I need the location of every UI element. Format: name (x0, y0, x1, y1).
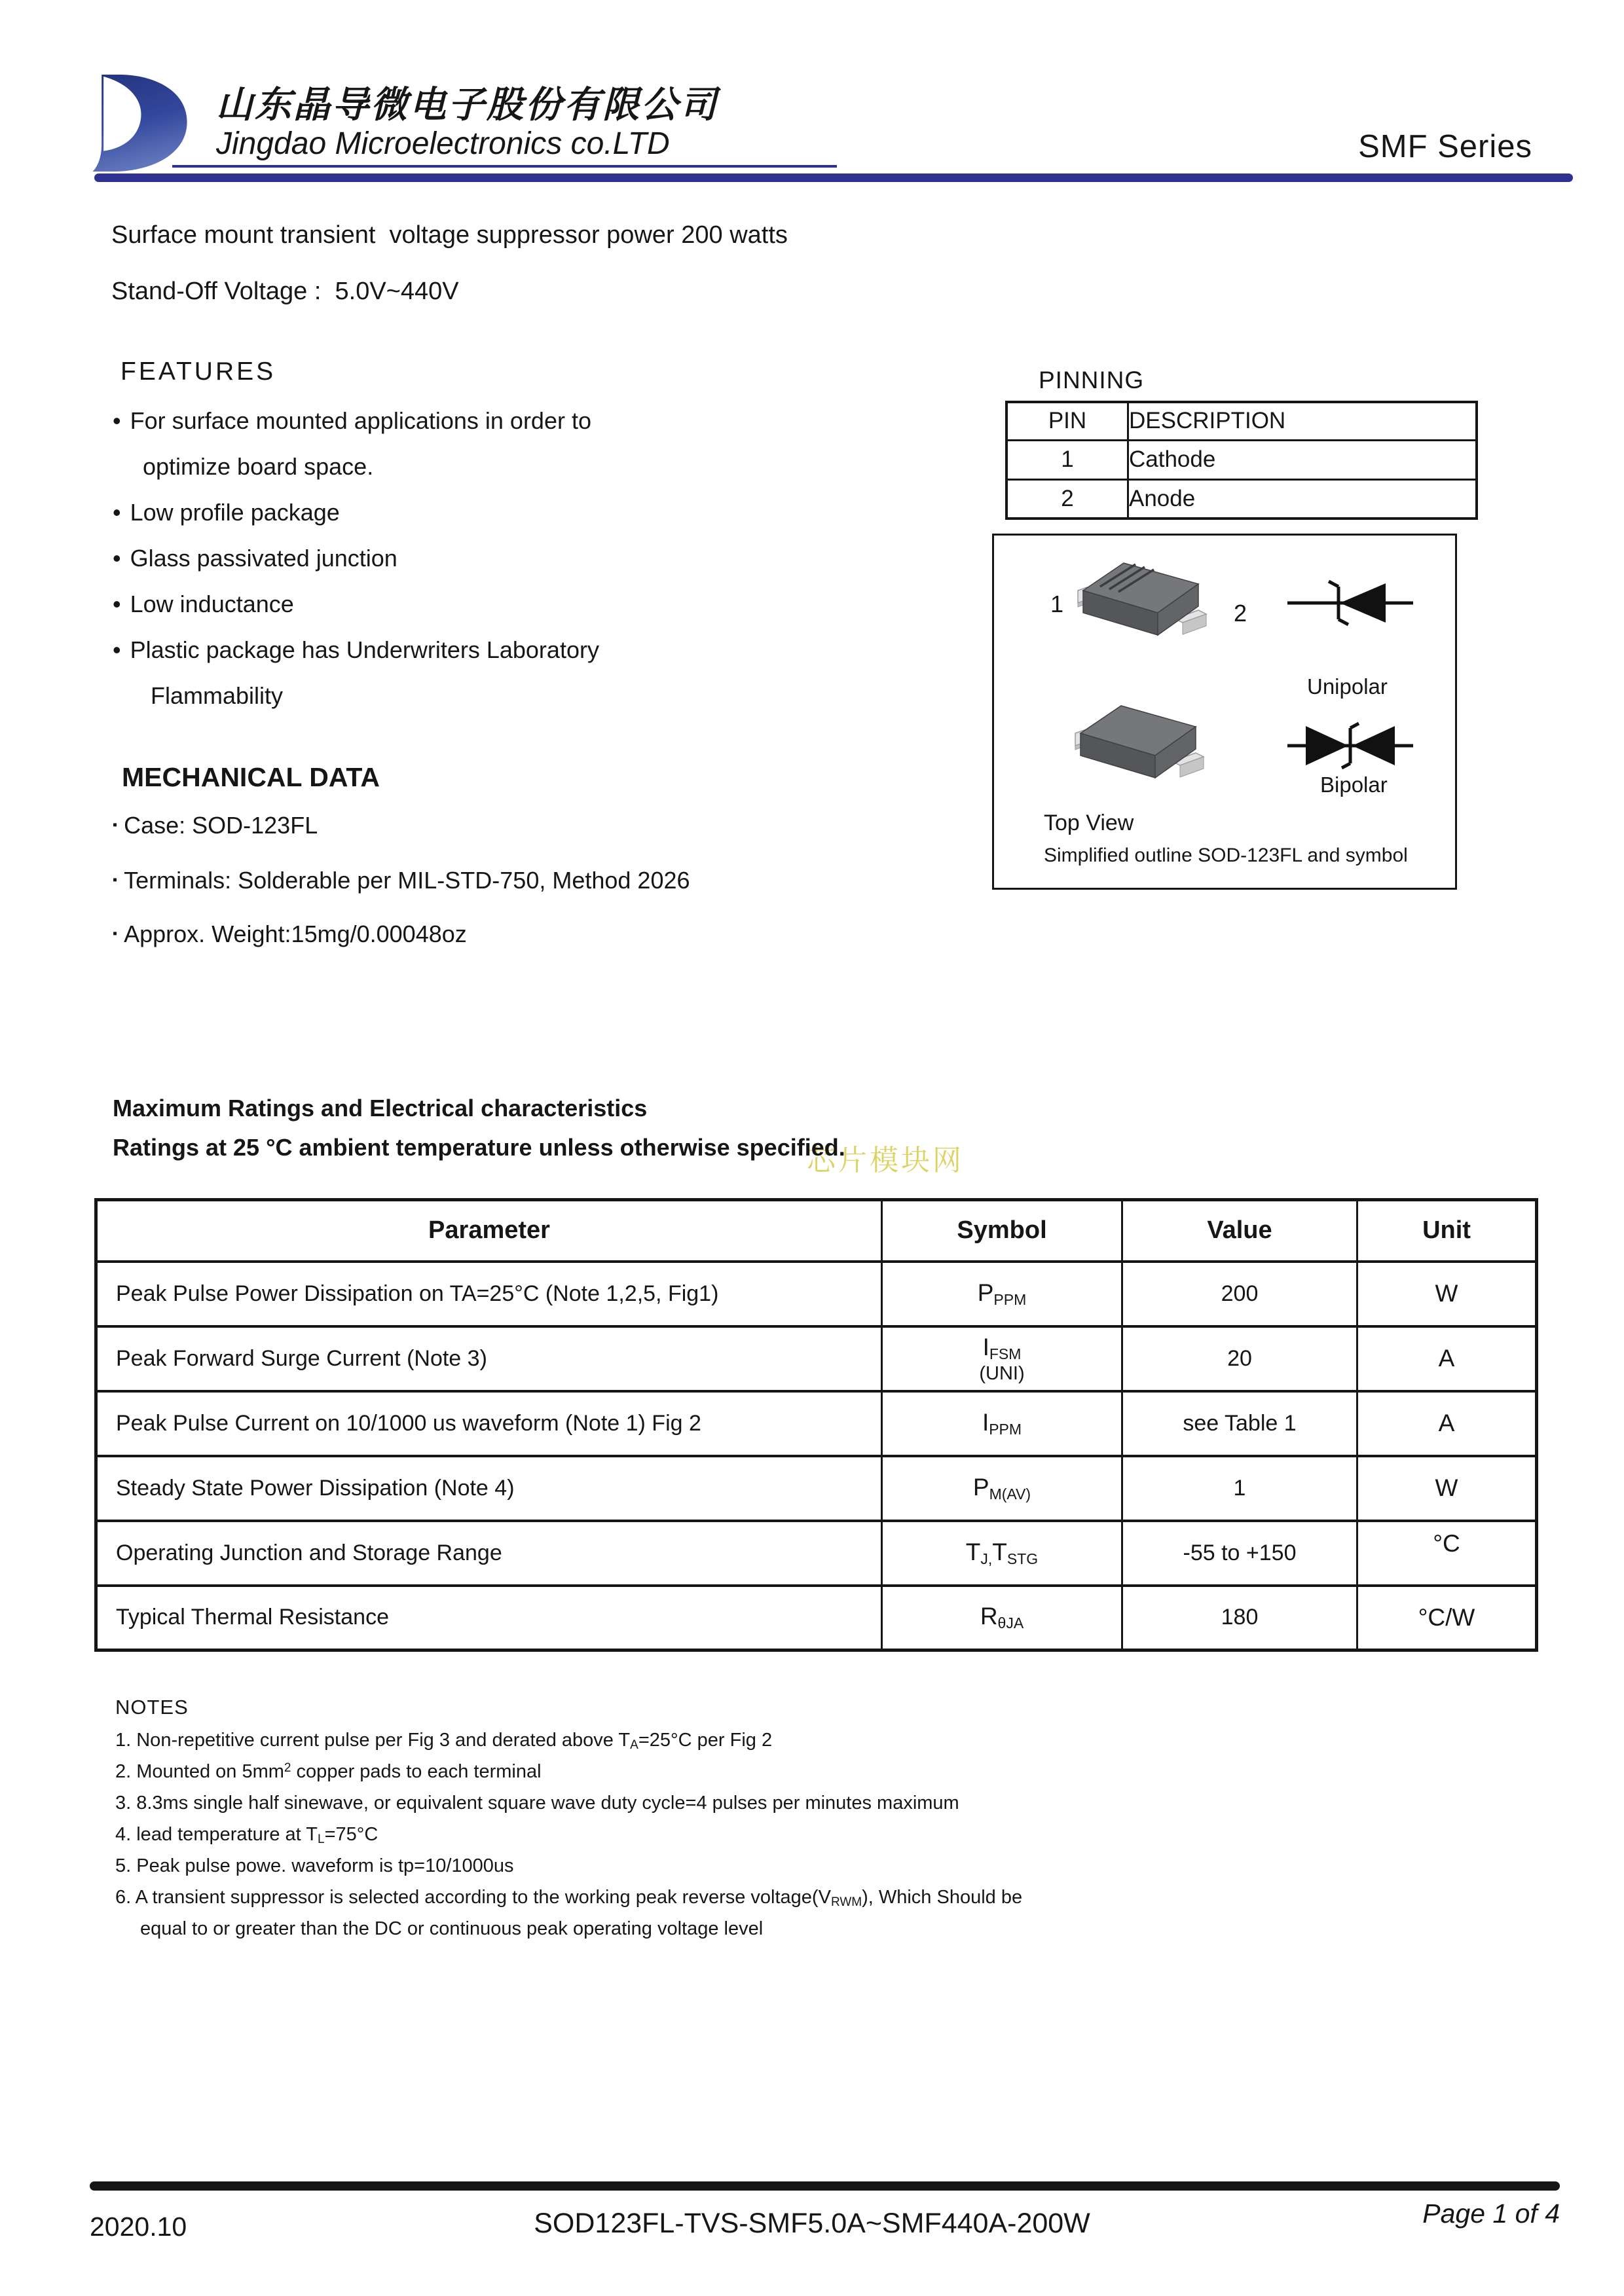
sod123fl-package-top-view (1074, 701, 1206, 788)
feature-item (113, 545, 397, 572)
unipolar-diode-symbol-icon (1287, 579, 1413, 630)
unit-cell: A (1357, 1326, 1537, 1391)
footer-part-number: SOD123FL-TVS-SMF5.0A~SMF440A-200W (534, 2208, 1090, 2239)
note-item (115, 1887, 1022, 1910)
standoff-voltage: Stand-Off Voltage : 5.0V~440V (111, 278, 459, 305)
note-superscript: 2 (284, 1761, 291, 1775)
table-row (96, 1391, 1537, 1456)
unit-column-header: Unit (1357, 1200, 1537, 1262)
bipolar-label: Bipolar (1320, 773, 1388, 797)
note-item (115, 1761, 542, 1783)
header-underline (172, 165, 837, 168)
symbol-cell (882, 1456, 1122, 1521)
company-name-chinese: 山东晶导微电子股份有限公司 (216, 84, 718, 125)
feature-text: Glass passivated junction (130, 545, 397, 572)
symbol-base: P (972, 1473, 989, 1501)
symbol-cell (882, 1521, 1122, 1586)
note-text: 4. lead temperature at T (115, 1824, 318, 1845)
mechanical-item (113, 812, 318, 839)
note-item: 5. Peak pulse powe. waveform is tp=10/1000us (115, 1855, 514, 1876)
symbol-cell (882, 1326, 1122, 1391)
value-cell: 1 (1122, 1456, 1357, 1521)
company-name-english: Jingdao Microelectronics co.LTD (216, 126, 670, 161)
footer-page-number: Page 1 of 4 (1422, 2198, 1560, 2229)
bipolar-diode-symbol-icon (1287, 721, 1413, 773)
mechanical-text: Approx. Weight:15mg/0.00048oz (124, 920, 467, 947)
sod123fl-package-top-view (1077, 558, 1209, 645)
note-text: 6. A transient suppressor is selected according to the working peak reverse voltage(V (115, 1887, 831, 1908)
ratings-table (94, 1198, 1538, 1652)
symbol-subscript: FSM (989, 1345, 1022, 1362)
parameter-cell: Peak Pulse Power Dissipation on TA=25°C (Note 1,2,5, Fig1) (96, 1262, 882, 1326)
pin1-label: 1 (1050, 591, 1064, 617)
symbol-column-header: Symbol (882, 1200, 1122, 1262)
symbol-subscript: J, (980, 1550, 993, 1567)
note-subscript: A (630, 1738, 638, 1752)
parameter-cell: Steady State Power Dissipation (Note 4) (96, 1456, 882, 1521)
pinning-table (1005, 401, 1478, 520)
note-text: copper pads to each terminal (291, 1761, 542, 1782)
note-text: ), Which Should be (862, 1887, 1023, 1908)
unit-cell: °C (1357, 1521, 1537, 1586)
description-column-header: DESCRIPTION (1128, 402, 1477, 440)
note-item-continued: equal to or greater than the DC or continuous peak operating voltage level (140, 1918, 764, 1939)
symbol-subscript: PPM (989, 1420, 1022, 1438)
mechanical-text: Terminals: Solderable per MIL-STD-750, Method 2026 (124, 867, 690, 894)
bullet-icon: • (113, 591, 121, 617)
note-item (115, 1824, 378, 1847)
feature-text: Plastic package has Underwriters Laboratory (130, 636, 599, 663)
symbol-subscript: PPM (993, 1290, 1027, 1308)
figure-caption-outline: Simplified outline SOD-123FL and symbol (1044, 845, 1408, 866)
parameter-cell: Peak Pulse Current on 10/1000 us waveform (Note 1) Fig 2 (96, 1391, 882, 1456)
symbol-base: P (977, 1279, 994, 1306)
parameter-cell: Operating Junction and Storage Range (96, 1521, 882, 1586)
note-subscript: L (317, 1832, 325, 1846)
table-row (96, 1586, 1537, 1650)
table-row (96, 1326, 1537, 1391)
bullet-icon: • (113, 499, 121, 526)
watermark-text: 芯片模块网 (807, 1144, 964, 1176)
table-row (1006, 440, 1477, 479)
parameter-cell: Typical Thermal Resistance (96, 1586, 882, 1650)
note-item (115, 1730, 772, 1753)
pinning-heading: PINNING (1039, 367, 1145, 393)
note-text: 2. Mounted on 5mm (115, 1761, 284, 1782)
feature-text: Low profile package (130, 499, 340, 526)
mechanical-data-heading: MECHANICAL DATA (122, 762, 380, 792)
symbol-base: I (982, 1334, 989, 1360)
value-cell: -55 to +150 (1122, 1521, 1357, 1586)
symbol-base: T (965, 1538, 981, 1565)
ratings-heading: Maximum Ratings and Electrical characteristics (113, 1095, 648, 1121)
symbol-cell (882, 1586, 1122, 1650)
note-text: =75°C (324, 1824, 378, 1845)
feature-item-continued: Flammability (151, 682, 284, 709)
pin-number: 2 (1006, 479, 1128, 519)
value-cell: 20 (1122, 1326, 1357, 1391)
square-bullet-icon: ▪ (113, 818, 118, 832)
mechanical-item (113, 867, 690, 894)
symbol-base: T (992, 1538, 1007, 1565)
symbol-cell (882, 1262, 1122, 1326)
table-row (1006, 479, 1477, 519)
bullet-icon: • (113, 545, 121, 572)
symbol-extra: (UNI) (979, 1363, 1025, 1384)
footer-divider (90, 2181, 1560, 2191)
ratings-subheading: Ratings at 25 °C ambient temperature unless otherwise specified. (113, 1134, 845, 1161)
header-divider (94, 173, 1573, 182)
feature-item-continued: optimize board space. (143, 453, 374, 480)
feature-text: For surface mounted applications in order to (130, 407, 591, 434)
bullet-icon: • (113, 636, 121, 663)
feature-text: Low inductance (130, 591, 294, 617)
value-column-header: Value (1122, 1200, 1357, 1262)
pin-column-header: PIN (1006, 402, 1128, 440)
square-bullet-icon: ▪ (113, 926, 118, 941)
symbol-subscript: M(AV) (989, 1485, 1031, 1503)
package-outline-figure (992, 534, 1457, 890)
unit-cell: W (1357, 1262, 1537, 1326)
symbol-base: I (982, 1408, 989, 1436)
pin-description: Anode (1128, 479, 1477, 519)
symbol-subscript: STG (1006, 1550, 1039, 1567)
unit-cell: W (1357, 1456, 1537, 1521)
notes-heading: NOTES (115, 1696, 189, 1719)
unit-cell: °C/W (1357, 1586, 1537, 1650)
note-item: 3. 8.3ms single half sinewave, or equivalent square wave duty cycle=4 pulses per minutes maximum (115, 1793, 959, 1813)
mechanical-text: Case: SOD-123FL (124, 812, 318, 839)
table-row (96, 1262, 1537, 1326)
note-subscript: RWM (830, 1895, 862, 1909)
series-title: SMF Series (1358, 129, 1532, 164)
feature-item (113, 499, 340, 526)
figure-caption-top-view: Top View (1044, 811, 1134, 835)
unit-cell: A (1357, 1391, 1537, 1456)
value-cell: 200 (1122, 1262, 1357, 1326)
bullet-icon: • (113, 407, 121, 434)
jingdao-logo-icon (92, 73, 190, 173)
note-text: =25°C per Fig 2 (638, 1730, 773, 1751)
pin2-label: 2 (1234, 600, 1247, 627)
feature-item (113, 591, 294, 618)
pinning-header-row (1006, 402, 1477, 440)
pin-description: Cathode (1128, 440, 1477, 479)
square-bullet-icon: ▪ (113, 873, 118, 887)
mechanical-item (113, 920, 467, 948)
symbol-base: R (980, 1603, 998, 1630)
table-row (96, 1521, 1537, 1586)
value-cell: see Table 1 (1122, 1391, 1357, 1456)
footer-date: 2020.10 (90, 2212, 187, 2242)
symbol-cell (882, 1391, 1122, 1456)
pin-number: 1 (1006, 440, 1128, 479)
product-description: Surface mount transient voltage suppressor power 200 watts (111, 221, 788, 249)
ratings-header-row (96, 1200, 1537, 1262)
value-cell: 180 (1122, 1586, 1357, 1650)
feature-item (113, 636, 599, 664)
feature-item (113, 407, 591, 435)
unipolar-label: Unipolar (1307, 674, 1388, 699)
table-row (96, 1456, 1537, 1521)
symbol-subscript: θJA (997, 1614, 1024, 1632)
features-heading: FEATURES (120, 357, 276, 386)
parameter-cell: Peak Forward Surge Current (Note 3) (96, 1326, 882, 1391)
note-text: 1. Non-repetitive current pulse per Fig 3 and derated above T (115, 1730, 631, 1751)
parameter-column-header: Parameter (96, 1200, 882, 1262)
